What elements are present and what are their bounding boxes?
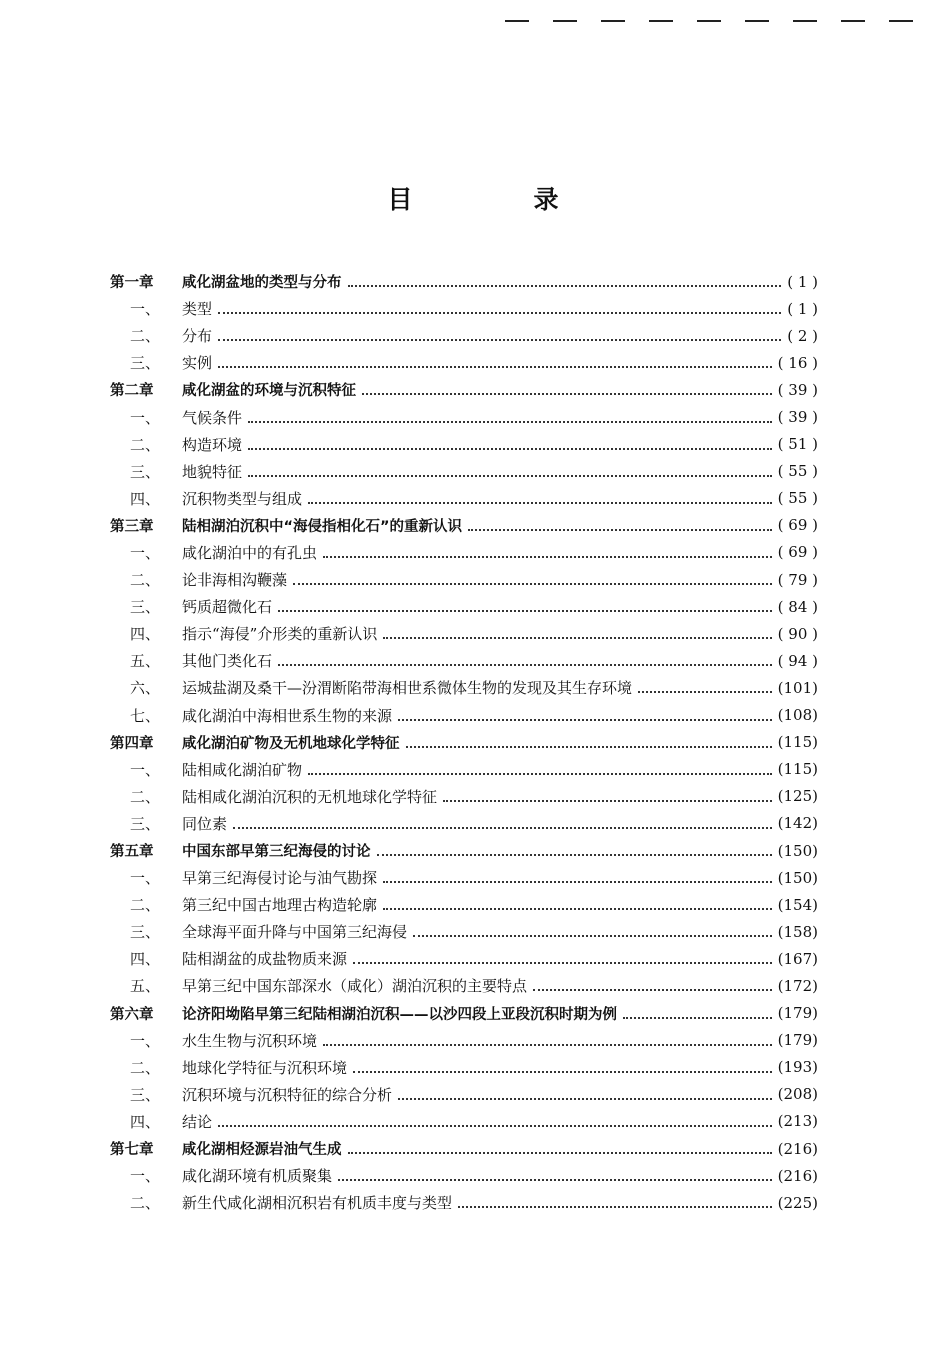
dot-leader [338,1178,772,1181]
toc-entry-page: ( 2 ) [787,326,818,345]
toc-entry-label: 咸化湖泊中的有孔虫 [182,543,318,562]
toc-section-row[interactable] [110,1189,818,1216]
toc-entry-number: 第二章 [110,383,154,400]
toc-entry-number: 一、 [130,543,161,562]
toc-entry-label: 沉积物类型与组成 [182,489,303,508]
toc-entry-number: 第六章 [110,1006,154,1023]
toc-entry-number: 四、 [130,1112,161,1131]
toc-entry-page: (142) [777,814,818,833]
dot-leader [293,582,772,585]
dot-leader [348,284,782,287]
toc-entry-number: 二、 [130,787,161,806]
dot-leader [218,1124,772,1127]
toc-entry-label: 咸化湖泊矿物及无机地球化学特征 [182,735,400,752]
toc-entry-number: 五、 [130,977,161,996]
toc-entry-page: (150) [777,868,818,887]
toc-entry-label: 构造环境 [182,435,243,454]
toc-entry-page: (216) [777,1139,818,1158]
toc-section-row[interactable] [110,647,818,674]
dot-leader [233,826,772,829]
toc-section-row[interactable] [110,349,818,376]
toc-entry-label: 中国东部早第三纪海侵的讨论 [182,844,371,861]
toc-chapter-row[interactable] [110,376,818,403]
page-title: 目 录 [387,185,607,214]
toc-entry-page: ( 39 ) [777,408,818,427]
toc-chapter-row[interactable] [110,512,818,539]
toc-entry-page: (115) [777,733,818,752]
toc-entry-number: 二、 [130,327,161,346]
dot-leader [458,1205,772,1208]
toc-entry-number: 二、 [130,435,161,454]
toc-entry-label: 新生代咸化湖相沉积岩有机质丰度与类型 [182,1194,453,1213]
toc-entry-label: 咸化湖环境有机质聚集 [182,1167,333,1186]
toc-entry-label: 沉积环境与沉积特征的综合分析 [182,1085,393,1104]
header-rule [505,20,950,22]
toc-entry-label: 分布 [182,327,213,346]
toc-entry-number: 第五章 [110,844,154,861]
toc-entry-page: (167) [777,949,818,968]
toc-entry-label: 咸化湖相烃源岩油气生成 [182,1142,342,1159]
toc-chapter-row[interactable] [110,729,818,756]
toc-entry-page: (225) [777,1193,818,1212]
toc-section-row[interactable] [110,295,818,322]
toc-entry-page: (172) [777,976,818,995]
dot-leader [443,799,772,802]
toc-section-row[interactable] [110,539,818,566]
toc-entry-page: (150) [777,841,818,860]
toc-entry-label: 实例 [182,354,213,373]
dot-leader [362,392,772,395]
dot-leader [398,718,772,721]
toc-entry-label: 陆相湖泊沉积中“海侵指相化石”的重新认识 [182,518,463,535]
dot-leader [353,1070,772,1073]
toc-entry-page: ( 84 ) [777,597,818,616]
toc-entry-number: 三、 [130,923,161,942]
toc-entry-page: (115) [777,760,818,779]
toc-chapter-row[interactable] [110,837,818,864]
toc-entry-label: 指示“海侵”介形类的重新认识 [182,625,378,644]
toc-section-row[interactable] [110,810,818,837]
toc-entry-number: 三、 [130,1085,161,1104]
toc-entry-label: 咸化湖盆地的类型与分布 [182,275,342,292]
toc-entry-label: 早第三纪海侵讨论与油气勘探 [182,869,378,888]
table-of-contents [110,268,818,1216]
toc-entry-label: 水生生物与沉积环境 [182,1031,318,1050]
toc-entry-number: 四、 [130,950,161,969]
toc-chapter-row[interactable] [110,268,818,295]
toc-entry-page: ( 79 ) [777,570,818,589]
dot-leader [278,609,772,612]
dot-leader [248,420,772,423]
toc-section-row[interactable] [110,945,818,972]
toc-entry-page: (179) [777,1004,818,1023]
toc-section-row[interactable] [110,702,818,729]
toc-entry-label: 类型 [182,300,213,319]
toc-entry-page: (208) [777,1085,818,1104]
dot-leader [278,663,772,666]
toc-entry-page: ( 69 ) [777,543,818,562]
toc-entry-label: 同位素 [182,814,228,833]
toc-section-row[interactable] [110,1027,818,1054]
dot-leader [398,1097,772,1100]
toc-chapter-row[interactable] [110,1000,818,1027]
toc-entry-number: 五、 [130,652,161,671]
toc-entry-label: 全球海平面升降与中国第三纪海侵 [182,923,408,942]
toc-section-row[interactable] [110,458,818,485]
toc-entry-page: (213) [777,1112,818,1131]
dot-leader [308,772,772,775]
toc-entry-page: (179) [777,1031,818,1050]
toc-entry-label: 陆相湖盆的成盐物质来源 [182,950,348,969]
toc-entry-number: 一、 [130,1031,161,1050]
toc-section-row[interactable] [110,1054,818,1081]
toc-section-row[interactable] [110,891,818,918]
toc-entry-label: 咸化湖盆的环境与沉积特征 [182,383,356,400]
dot-leader [383,880,772,883]
toc-entry-number: 一、 [130,408,161,427]
toc-entry-number: 第一章 [110,275,154,292]
dot-leader [308,501,772,504]
toc-entry-page: ( 55 ) [777,462,818,481]
toc-entry-page: (193) [777,1058,818,1077]
dot-leader [323,555,772,558]
toc-entry-label: 地球化学特征与沉积环境 [182,1058,348,1077]
toc-section-row[interactable] [110,593,818,620]
toc-entry-page: ( 94 ) [777,651,818,670]
toc-entry-page: ( 1 ) [787,272,818,291]
toc-entry-page: (101) [777,678,818,697]
dot-leader [638,690,772,693]
toc-section-row[interactable] [110,566,818,593]
dot-leader [406,745,772,748]
toc-entry-page: ( 39 ) [777,380,818,399]
toc-entry-page: (125) [777,787,818,806]
toc-section-row[interactable] [110,1162,818,1189]
toc-entry-number: 二、 [130,1058,161,1077]
toc-entry-number: 三、 [130,814,161,833]
toc-entry-label: 咸化湖泊中海相世系生物的来源 [182,706,393,725]
toc-entry-number: 二、 [130,896,161,915]
dot-leader [468,528,772,531]
dot-leader [353,961,772,964]
toc-entry-page: (216) [777,1166,818,1185]
toc-entry-label: 论非海相沟鞭藻 [182,571,288,590]
toc-section-row[interactable] [110,674,818,701]
toc-entry-label: 陆相咸化湖泊沉积的无机地球化学特征 [182,787,438,806]
dot-leader [383,907,772,910]
dot-leader [248,447,772,450]
toc-entry-number: 三、 [130,354,161,373]
toc-entry-page: (158) [777,922,818,941]
toc-entry-number: 一、 [130,300,161,319]
toc-entry-page: ( 51 ) [777,435,818,454]
dot-leader [323,1043,772,1046]
toc-entry-number: 三、 [130,598,161,617]
toc-entry-number: 三、 [130,462,161,481]
toc-entry-number: 一、 [130,760,161,779]
toc-section-row[interactable] [110,431,818,458]
toc-entry-number: 第三章 [110,518,154,535]
toc-section-row[interactable] [110,485,818,512]
toc-entry-number: 第四章 [110,735,154,752]
toc-entry-label: 气候条件 [182,408,243,427]
dot-leader [218,338,781,341]
toc-entry-number: 一、 [130,869,161,888]
toc-entry-number: 二、 [130,1194,161,1213]
toc-section-row[interactable] [110,972,818,999]
toc-entry-label: 其他门类化石 [182,652,273,671]
toc-entry-page: (108) [777,706,818,725]
toc-entry-label: 地貌特征 [182,462,243,481]
toc-entry-number: 二、 [130,571,161,590]
toc-entry-number: 一、 [130,1167,161,1186]
toc-section-row[interactable] [110,783,818,810]
toc-section-row[interactable] [110,1081,818,1108]
toc-entry-label: 钙质超微化石 [182,598,273,617]
toc-entry-label: 早第三纪中国东部深水（咸化）湖泊沉积的主要特点 [182,977,528,996]
dot-leader [533,988,772,991]
toc-entry-label: 论济阳坳陷早第三纪陆相湖泊沉积——以沙四段上亚段沉积时期为例 [182,1006,617,1023]
toc-section-row[interactable] [110,620,818,647]
toc-chapter-row[interactable] [110,1135,818,1162]
dot-leader [218,311,781,314]
toc-entry-page: ( 1 ) [787,299,818,318]
dot-leader [218,365,772,368]
toc-entry-page: ( 90 ) [777,624,818,643]
toc-entry-label: 结论 [182,1112,213,1131]
dot-leader [413,934,772,937]
toc-entry-page: (154) [777,895,818,914]
toc-entry-page: ( 16 ) [777,353,818,372]
dot-leader [623,1016,772,1019]
toc-entry-number: 六、 [130,679,161,698]
toc-section-row[interactable] [110,864,818,891]
toc-section-row[interactable] [110,756,818,783]
toc-section-row[interactable] [110,918,818,945]
toc-section-row[interactable] [110,403,818,430]
toc-entry-label: 陆相咸化湖泊矿物 [182,760,303,779]
toc-entry-number: 第七章 [110,1142,154,1159]
toc-entry-number: 七、 [130,706,161,725]
toc-entry-number: 四、 [130,489,161,508]
toc-entry-label: 运城盐湖及桑干—汾渭断陷带海相世系微体生物的发现及其生存环境 [182,679,633,698]
dot-leader [383,636,771,639]
toc-entry-number: 四、 [130,625,161,644]
dot-leader [348,1151,772,1154]
toc-section-row[interactable] [110,1108,818,1135]
toc-section-row[interactable] [110,322,818,349]
toc-entry-page: ( 69 ) [777,516,818,535]
dot-leader [248,474,772,477]
toc-entry-label: 第三纪中国古地理古构造轮廓 [182,896,378,915]
toc-entry-page: ( 55 ) [777,489,818,508]
dot-leader [377,853,772,856]
